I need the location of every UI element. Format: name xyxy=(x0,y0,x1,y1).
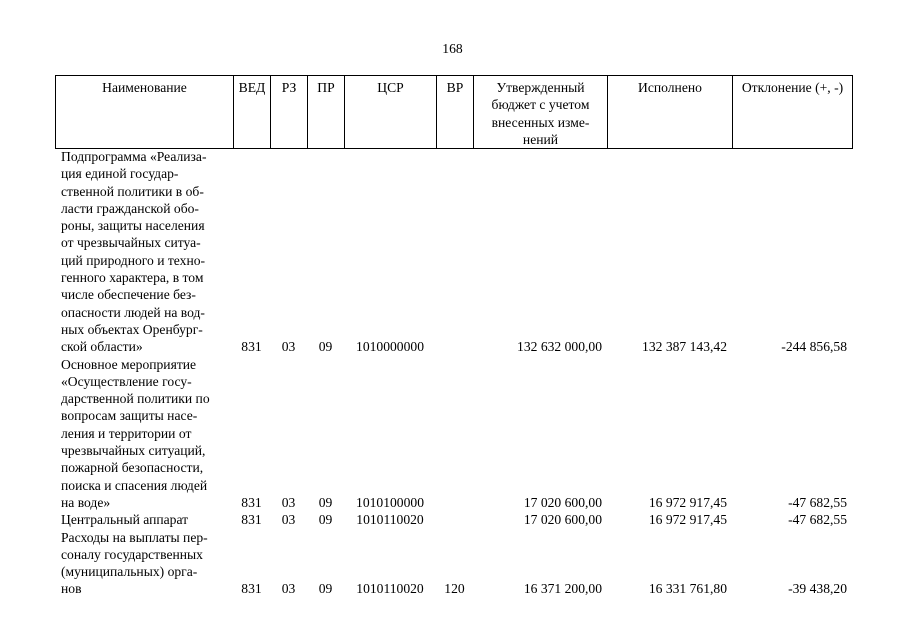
name-line: Подпрограмма «Реализа- xyxy=(61,149,207,164)
table-header xyxy=(55,75,853,149)
pr-cell: 09 xyxy=(318,494,333,510)
name-cell xyxy=(55,148,233,356)
name-line: ственной политики в об- xyxy=(61,183,204,199)
deviation-cell: -47 682,55 xyxy=(788,494,847,510)
column-header-budget: Утвержденный бюджет с учетом внесенных изме-нений xyxy=(474,76,608,149)
name-cell xyxy=(55,529,233,598)
table-row xyxy=(55,356,852,512)
name-line: нов xyxy=(61,581,82,597)
budget-cell: 16 371 200,00 xyxy=(523,581,602,597)
name-line: Расходы на выплаты пер- xyxy=(61,529,208,545)
deviation-cell: -47 682,55 xyxy=(788,512,847,528)
name-cell xyxy=(55,511,233,528)
vr-cell xyxy=(436,356,473,512)
budget-cell: 132 632 000,00 xyxy=(517,339,602,355)
column-header-rz: РЗ xyxy=(271,76,308,149)
rz-cell: 03 xyxy=(281,494,296,510)
column-header-executed: Исполнено xyxy=(608,76,733,149)
csr-cell: 1010000000 xyxy=(356,339,424,355)
budget-cell: 17 020 600,00 xyxy=(523,494,602,510)
name-cell xyxy=(55,356,233,512)
name-line: «Осуществление госу- xyxy=(61,373,192,389)
deviation-cell: -244 856,58 xyxy=(781,339,847,355)
column-header-pr: ПР xyxy=(308,76,345,149)
pr-cell: 09 xyxy=(318,581,333,597)
table-row xyxy=(55,511,852,528)
name-line: дарственной политики по xyxy=(61,391,210,407)
name-line: от чрезвычайных ситуа- xyxy=(61,235,201,251)
name-line: числе обеспечение без- xyxy=(61,287,196,303)
name-line: ления и территории от xyxy=(61,425,192,441)
name-line: чрезвычайных ситуаций, xyxy=(61,443,206,459)
name-line: Центральный аппарат xyxy=(61,512,189,528)
name-line: вопросам защиты насе- xyxy=(61,408,198,424)
pr-cell: 09 xyxy=(318,339,333,355)
deviation-cell: -39 438,20 xyxy=(788,581,847,597)
pr-cell: 09 xyxy=(318,512,333,528)
csr-cell: 1010110020 xyxy=(356,581,424,597)
column-header-deviation: Отклонение (+, -) xyxy=(733,76,853,149)
executed-cell: 16 972 917,45 xyxy=(648,512,727,528)
csr-cell: 1010100000 xyxy=(356,494,424,510)
name-line: ций природного и техно- xyxy=(61,252,206,268)
budget-cell: 17 020 600,00 xyxy=(523,512,602,528)
page-number: 168 xyxy=(442,41,463,56)
name-line: ской области» xyxy=(61,339,143,355)
rz-cell: 03 xyxy=(281,512,296,528)
table-body xyxy=(55,148,852,598)
name-line: на воде» xyxy=(61,494,111,510)
ved-cell: 831 xyxy=(241,494,262,510)
column-header-vr: ВР xyxy=(437,76,474,149)
vr-cell xyxy=(436,148,473,356)
csr-cell: 1010110020 xyxy=(356,512,424,528)
name-line: (муниципальных) орга- xyxy=(61,564,198,580)
vr-cell xyxy=(436,511,473,528)
ved-cell: 831 xyxy=(241,339,262,355)
ved-cell: 831 xyxy=(241,581,262,597)
ved-cell: 831 xyxy=(241,512,262,528)
column-header-csr: ЦСР xyxy=(345,76,437,149)
column-header-ved: ВЕД xyxy=(234,76,271,149)
name-line: ция единой государ- xyxy=(61,166,179,182)
rz-cell: 03 xyxy=(281,339,296,355)
name-line: ласти гражданской обо- xyxy=(61,200,199,216)
name-line: опасности людей на вод- xyxy=(61,304,205,320)
rz-cell: 03 xyxy=(281,581,296,597)
executed-cell: 16 331 761,80 xyxy=(648,581,727,597)
name-line: Основное мероприятие xyxy=(61,356,197,372)
table-row xyxy=(55,529,852,598)
name-line: соналу государственных xyxy=(61,546,203,562)
executed-cell: 132 387 143,42 xyxy=(642,339,727,355)
name-line: поиска и спасения людей xyxy=(61,477,208,493)
executed-cell: 16 972 917,45 xyxy=(648,494,727,510)
name-line: роны, защиты населения xyxy=(61,218,205,234)
vr-cell: 120 xyxy=(444,581,465,597)
name-line: пожарной безопасности, xyxy=(61,460,204,476)
table-row xyxy=(55,148,852,356)
name-line: ных объектах Оренбург- xyxy=(61,321,203,337)
name-line: генного характера, в том xyxy=(61,270,204,286)
column-header-name: Наименование xyxy=(56,76,234,149)
